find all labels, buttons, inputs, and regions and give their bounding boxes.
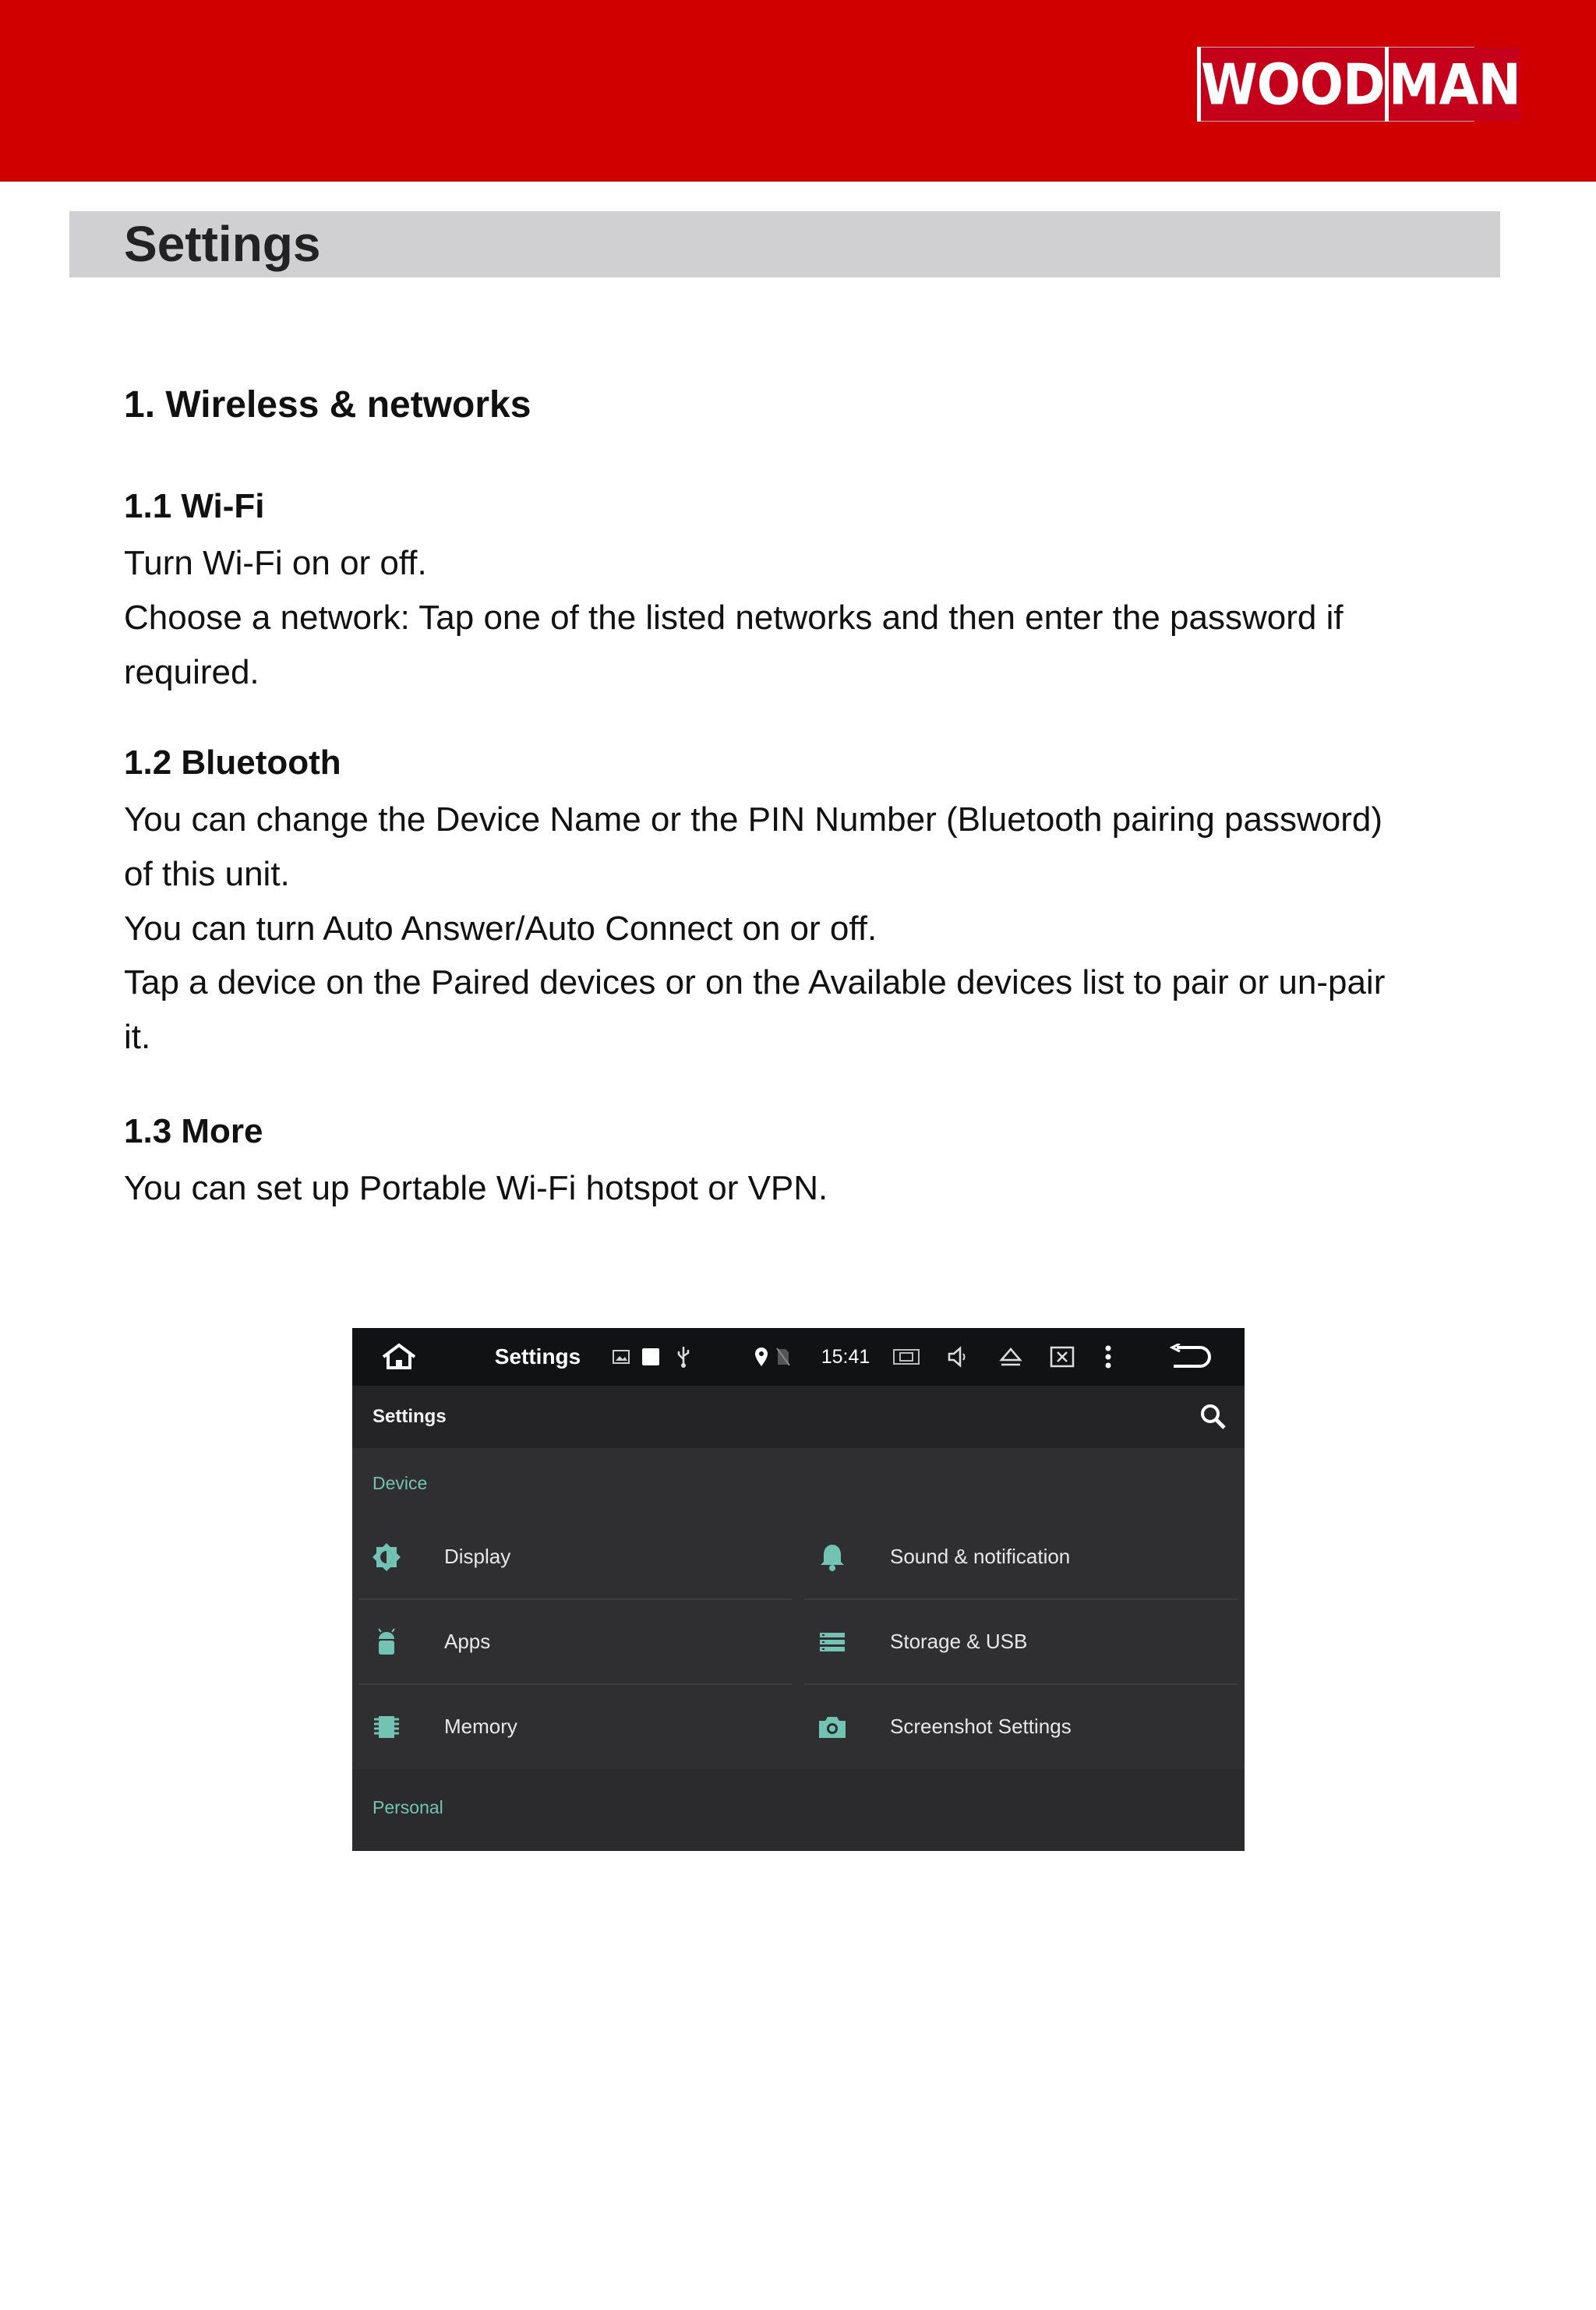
brightness-icon (371, 1542, 402, 1573)
settings-item-screenshot[interactable] (798, 1685, 1234, 1768)
status-app-title: Settings (494, 1344, 581, 1369)
header-banner (0, 0, 1596, 182)
settings-item-label: Display (444, 1545, 511, 1568)
search-icon[interactable] (1198, 1401, 1229, 1432)
square-icon (639, 1328, 662, 1386)
more-vert-icon[interactable] (1096, 1328, 1120, 1386)
more-heading: 1.3 More (124, 1112, 263, 1150)
settings-item-sound[interactable] (798, 1515, 1234, 1598)
bluetooth-text-3-cont: it. (124, 1018, 151, 1056)
storage-icon (817, 1627, 848, 1658)
settings-item-label: Memory (444, 1715, 517, 1738)
more-text-1: You can set up Portable Wi-Fi hotspot or VPN. (124, 1169, 828, 1207)
bluetooth-text-1: You can change the Device Name or the PIN Number (Bluetooth pairing password) (124, 800, 1383, 839)
close-box-icon[interactable] (1044, 1328, 1080, 1386)
eject-icon[interactable] (993, 1328, 1029, 1386)
page-title-bar (69, 211, 1500, 277)
section-header-personal: Personal (373, 1797, 443, 1817)
settings-item-label: Sound & notification (890, 1545, 1071, 1568)
bluetooth-text-2: You can turn Auto Answer/Auto Connect on or off. (124, 910, 877, 948)
home-icon[interactable] (376, 1328, 422, 1386)
settings-toolbar (352, 1386, 1245, 1448)
bluetooth-text-1-cont: of this unit. (124, 855, 290, 893)
settings-item-label: Storage & USB (890, 1630, 1028, 1653)
usb-icon (672, 1328, 695, 1386)
settings-item-memory[interactable] (352, 1685, 789, 1768)
location-icon (751, 1328, 772, 1386)
page-title: Settings (124, 216, 321, 272)
no-sim-icon (773, 1328, 793, 1386)
bell-icon (817, 1542, 848, 1573)
woodman-logo (1197, 47, 1520, 122)
image-icon (609, 1328, 633, 1386)
screen-icon[interactable] (888, 1328, 924, 1386)
settings-item-display[interactable] (352, 1515, 789, 1598)
wifi-text-2: Choose a network: Tap one of the listed networks and then enter the password if (124, 599, 1344, 637)
bluetooth-text-3: Tap a device on the Paired devices or on the Available devices list to pair or un-pair (124, 963, 1386, 1001)
back-icon[interactable] (1163, 1328, 1217, 1386)
android-icon (371, 1627, 402, 1658)
wifi-text-2-cont: required. (124, 653, 260, 691)
toolbar-title: Settings (373, 1406, 447, 1427)
section-heading-wireless: 1. Wireless & networks (124, 384, 531, 426)
settings-item-apps[interactable] (352, 1600, 789, 1683)
camera-icon (817, 1711, 848, 1743)
settings-screenshot (352, 1328, 1245, 1851)
volume-icon[interactable] (941, 1328, 973, 1386)
wifi-text-1: Turn Wi-Fi on or off. (124, 544, 427, 582)
status-bar (352, 1328, 1245, 1386)
status-time: 15:41 (821, 1345, 870, 1368)
logo-man-text: MAN (1389, 48, 1520, 122)
personal-section (352, 1769, 1245, 1851)
settings-item-label: Screenshot Settings (890, 1715, 1072, 1738)
memory-chip-icon (371, 1711, 402, 1743)
bluetooth-heading: 1.2 Bluetooth (124, 744, 341, 782)
logo-wood-text: WOOD (1201, 48, 1385, 122)
wifi-heading: 1.1 Wi-Fi (124, 487, 265, 525)
settings-item-label: Apps (444, 1630, 491, 1653)
settings-item-storage[interactable] (798, 1600, 1234, 1683)
section-header-device: Device (373, 1473, 428, 1493)
